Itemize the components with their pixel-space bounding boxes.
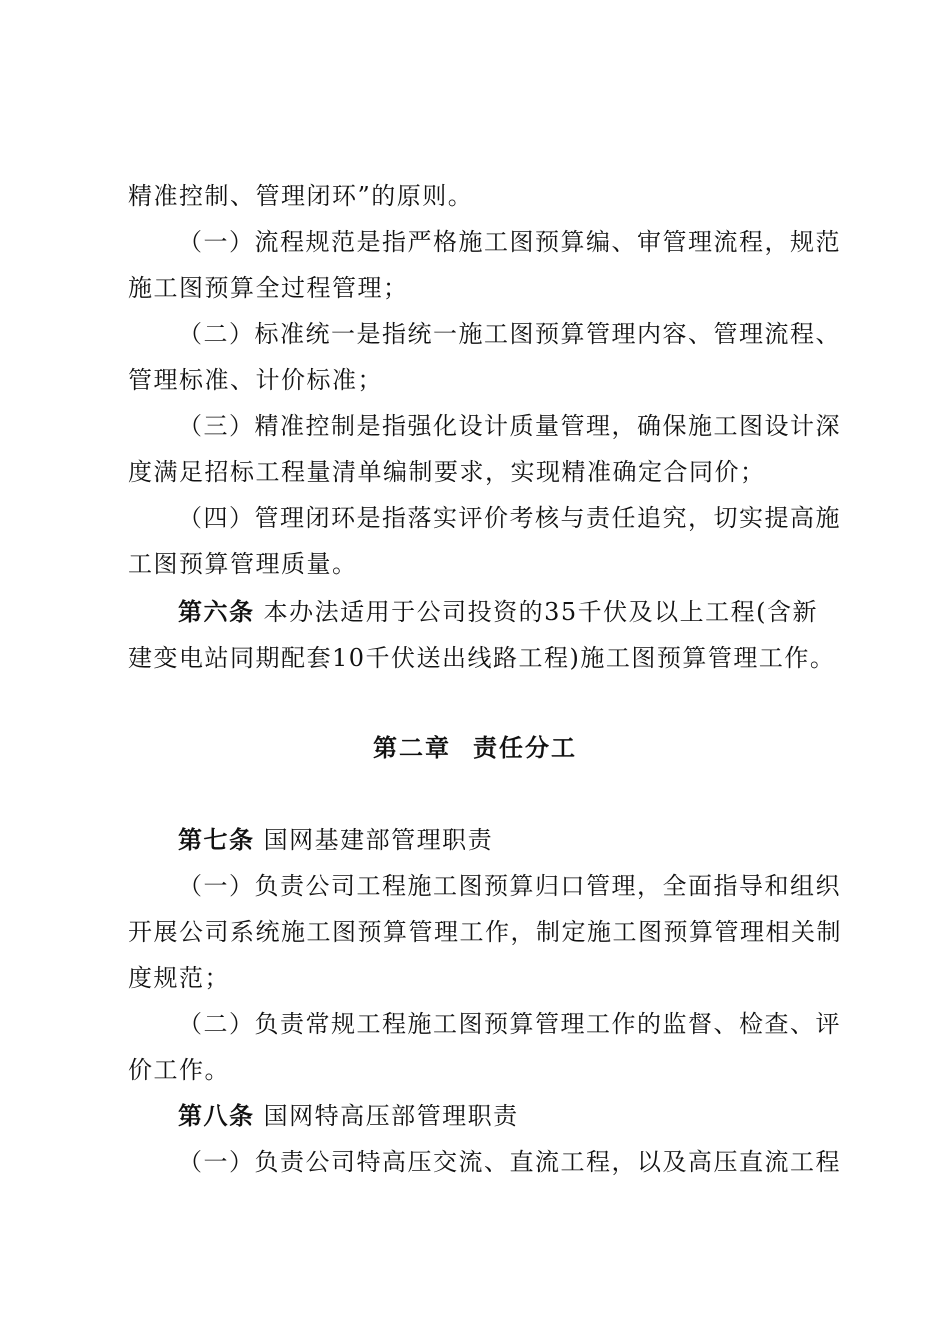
article-7-item-1-line-1: （一）负责公司工程施工图预算归口管理，全面指导和组织 [178, 872, 841, 900]
item-3-line-1: （三）精准控制是指强化设计质量管理，确保施工图设计深 [178, 412, 841, 440]
article-7-item-1-line-3: 度规范； [128, 964, 230, 992]
article-6-label: 第六条 [178, 598, 255, 626]
chapter-number: 第二章 [373, 734, 451, 762]
item-4-line-2: 工图预算管理质量。 [128, 550, 358, 578]
item-2-line-2: 管理标准、计价标准； [128, 366, 383, 394]
article-6-text: 本办法适用于公司投资的35千伏及以上工程(含新 [263, 598, 819, 626]
article-8-heading-line [178, 1100, 833, 1132]
article-8-label: 第八条 [178, 1102, 255, 1130]
chapter-title: 责任分工 [473, 734, 577, 762]
article-6-line-2: 建变电站同期配套10千伏送出线路工程)施工图预算管理工作。 [128, 644, 836, 672]
chapter-heading [0, 732, 950, 764]
intro-line: 精准控制、管理闭环”的原则。 [128, 182, 474, 210]
article-7-heading: 国网基建部管理职责 [263, 826, 494, 854]
article-7-item-1-line-2: 开展公司系统施工图预算管理工作，制定施工图预算管理相关制 [128, 918, 842, 946]
item-2-line-1: （二）标准统一是指统一施工图预算管理内容、管理流程、 [178, 320, 841, 348]
article-8-heading: 国网特高压部管理职责 [263, 1102, 519, 1130]
article-7-item-2-line-2: 价工作。 [128, 1056, 230, 1084]
item-1-line-2: 施工图预算全过程管理； [128, 274, 409, 302]
article-7-item-2-line-1: （二）负责常规工程施工图预算管理工作的监督、检查、评 [178, 1010, 841, 1038]
item-4-line-1: （四）管理闭环是指落实评价考核与责任追究，切实提高施 [178, 504, 841, 532]
article-7-label: 第七条 [178, 826, 255, 854]
article-7-heading-line [178, 824, 833, 856]
item-1-line-1: （一）流程规范是指严格施工图预算编、审管理流程，规范 [178, 228, 841, 256]
article-6-line-1 [178, 596, 833, 628]
article-8-item-1-line-1: （一）负责公司特高压交流、直流工程，以及高压直流工程 [178, 1148, 841, 1176]
item-3-line-2: 度满足招标工程量清单编制要求，实现精准确定合同价； [128, 458, 766, 486]
